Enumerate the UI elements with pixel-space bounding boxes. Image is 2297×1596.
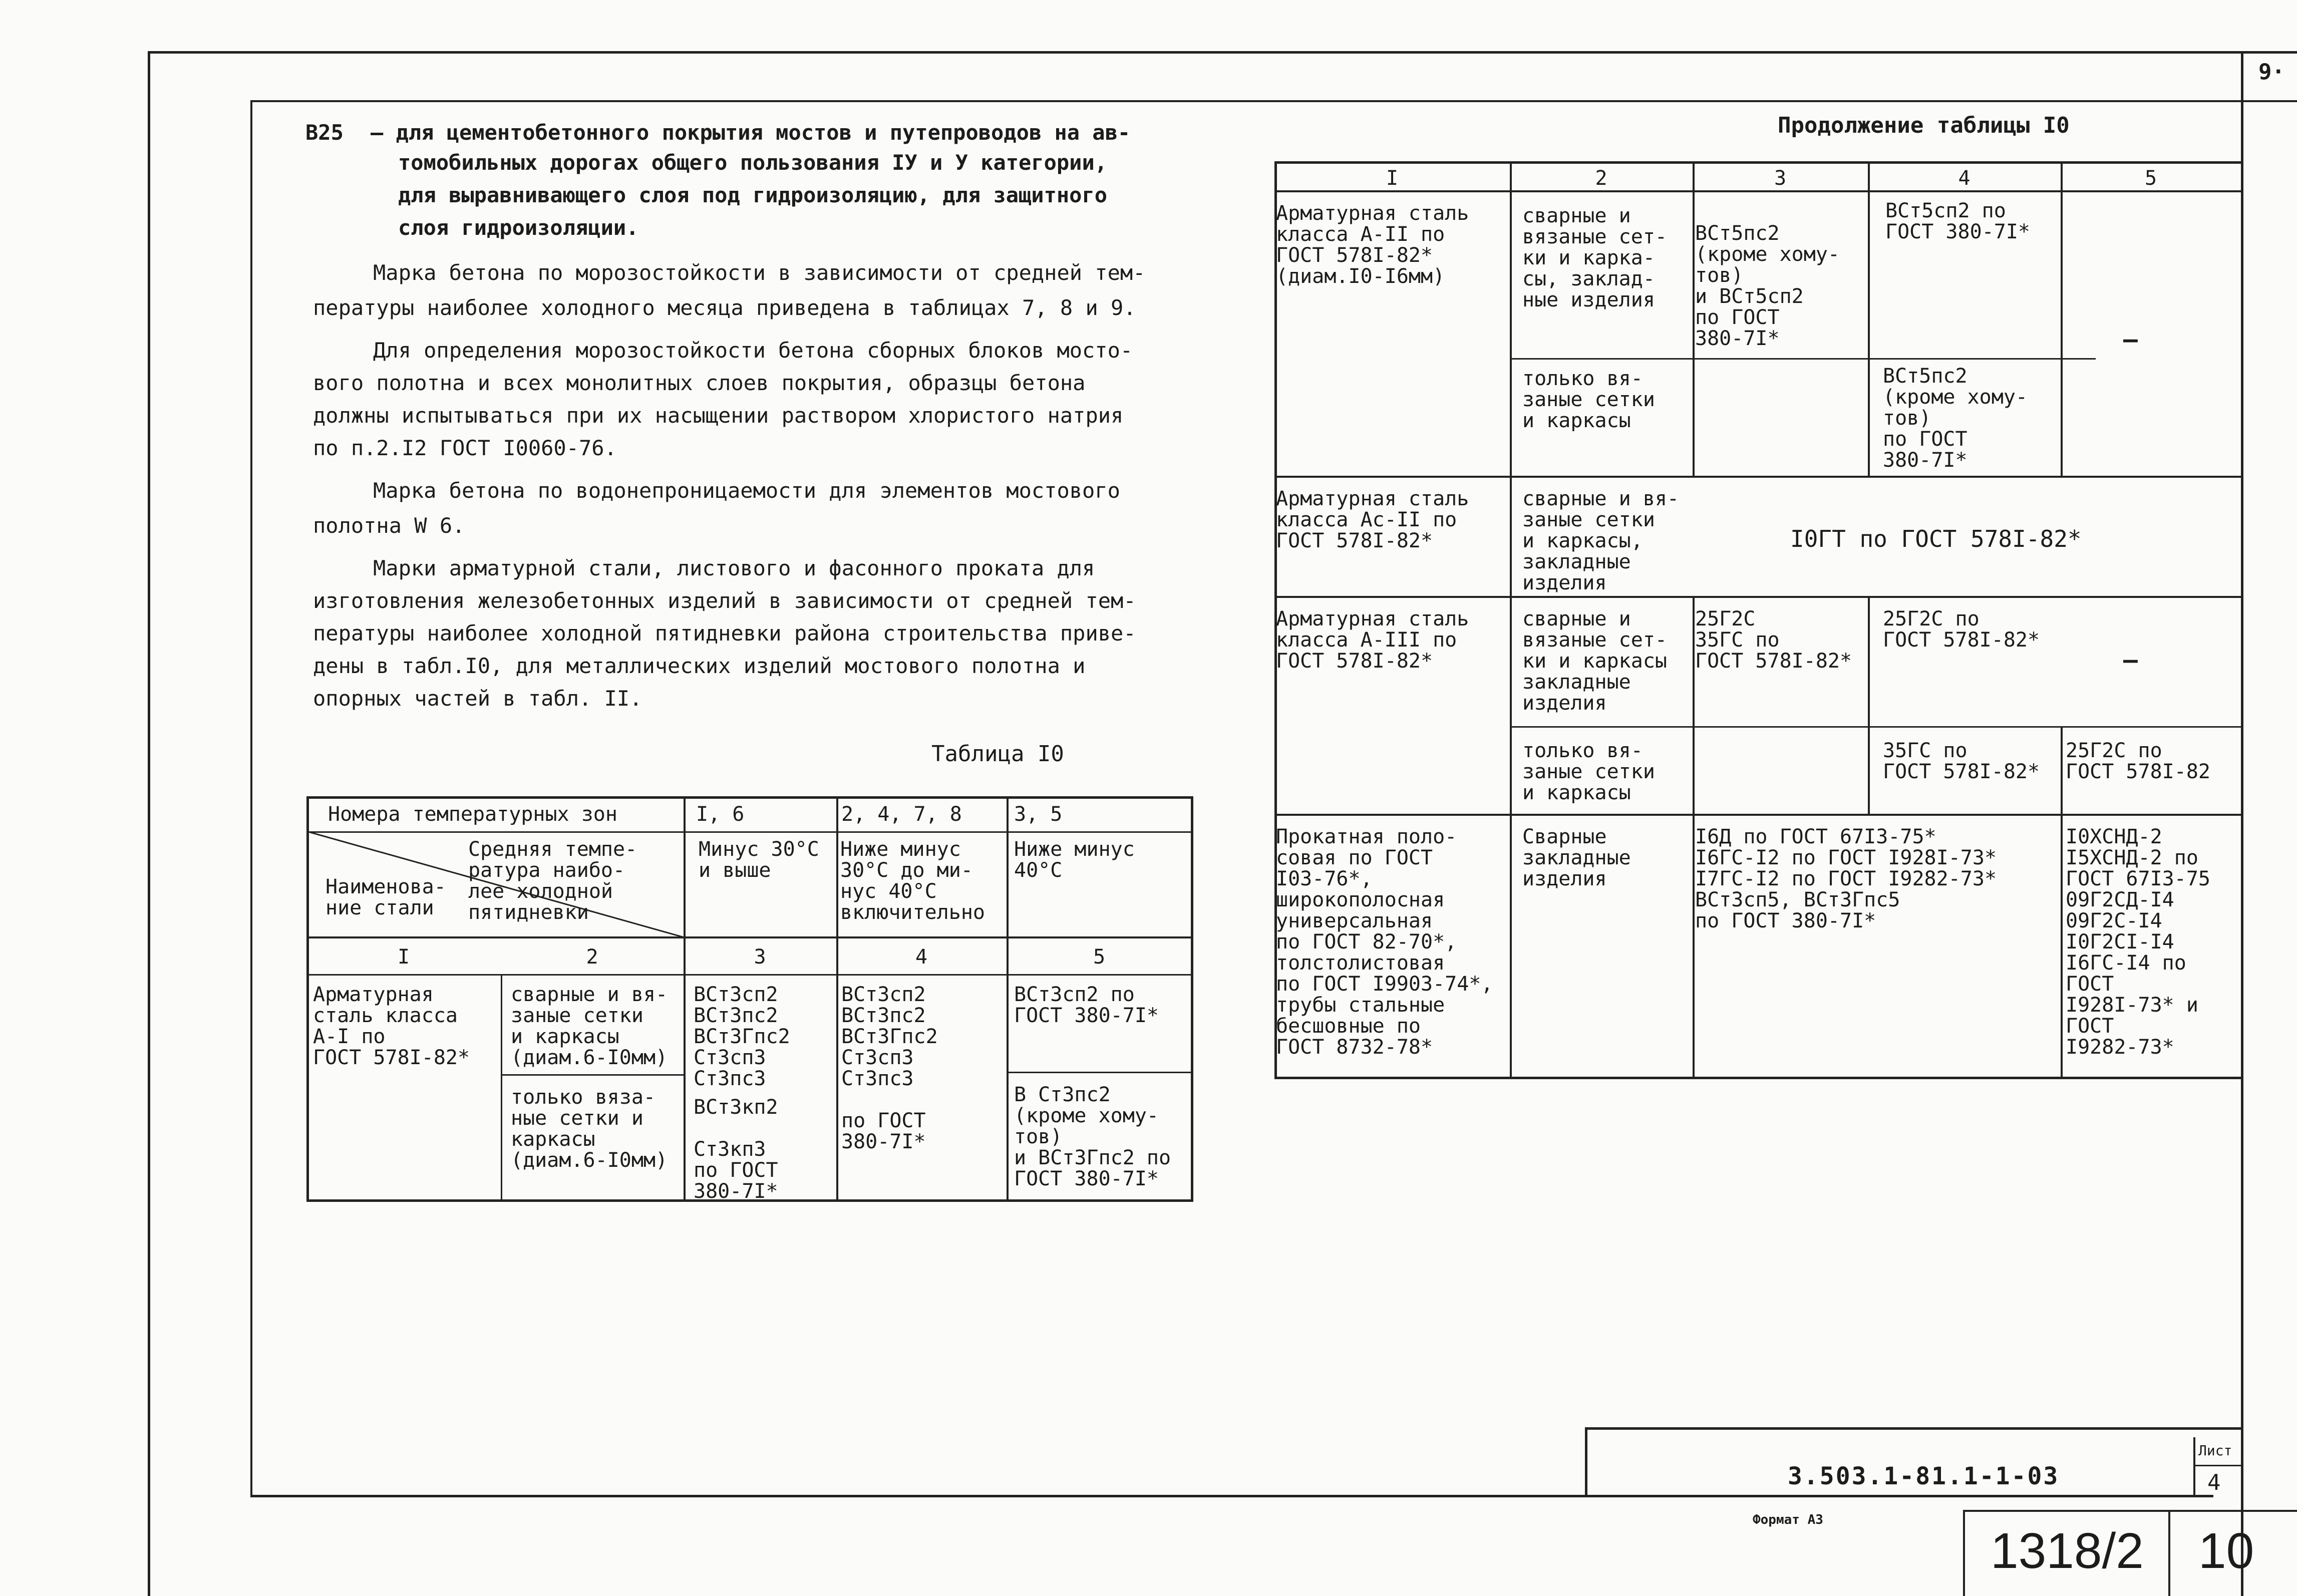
- t10-diag-top: Средняя темпе- ратура наибо- лее холодной пятидневки: [468, 839, 637, 923]
- tc-h3: [1274, 476, 2241, 478]
- tc-r2-use: сварные и вя- заные сетки и каркасы, закладные изделия: [1522, 488, 1680, 593]
- tc-h0: [1274, 161, 2241, 164]
- archive-box-top: [1963, 1510, 2297, 1512]
- tb-sheet-label: Лист: [2198, 1442, 2232, 1459]
- tb-sheet-hline: [2193, 1465, 2241, 1466]
- para-4-l1: Марки арматурной стали, листового и фасонного проката для: [373, 556, 1095, 580]
- tb-sheet-divider: [2193, 1437, 2195, 1497]
- tb-doc-code: 3.503.1-81.1-1-03: [1788, 1462, 2060, 1490]
- tc-r1-col3: ВСт5пс2 (кроме хому- тов) и ВСт5сп2 по ГОСТ 380-7I*: [1695, 223, 1840, 349]
- t10-col-3: 3: [754, 945, 766, 969]
- tc-r3-col4-b: 35ГС по ГОСТ 578I-82*: [1883, 740, 2040, 782]
- tc-v2b: [1693, 596, 1695, 1079]
- b25-line-3: для выравнивающего слоя под гидроизоляцию, для защитного: [398, 183, 1108, 207]
- page-corner-mark: 9·: [2258, 59, 2285, 85]
- t10-v4: [1007, 796, 1009, 1202]
- tc-h7: [1274, 1077, 2241, 1079]
- t10-h0: [306, 796, 1193, 799]
- tc-h2: [1510, 358, 2096, 360]
- tc-r2-merged: I0ГТ по ГОСТ 578I-82*: [1790, 528, 2082, 549]
- para-4-l4: дены в табл.I0, для металлических изделий мостового полотна и: [313, 654, 1086, 678]
- t10-v1: [501, 974, 502, 1202]
- tc-col-1: I: [1386, 167, 1399, 190]
- t10-temp-1: Минус 30°С и выше: [699, 839, 819, 881]
- tc-r3-name: Арматурная сталь класса А-III по ГОСТ 578I-82*: [1276, 608, 1469, 672]
- tc-r4-use: Сварные закладные изделия: [1522, 826, 1631, 889]
- tb-archive-number: 1318/2: [1991, 1523, 2144, 1579]
- para-4-l3: пературы наиболее холодной пятидневки района строительства приве-: [313, 621, 1136, 646]
- frame-top-line: [148, 51, 2297, 54]
- inner-frame-left: [250, 100, 252, 1497]
- inner-frame-bottom: [250, 1495, 2213, 1497]
- tb-page-number: 10: [2198, 1523, 2254, 1579]
- t10-zone-header: Номера температурных зон: [328, 804, 617, 825]
- tc-v1: [1510, 161, 1512, 1079]
- tc-v3a: [1868, 161, 1870, 476]
- tb-format-label: Формат А3: [1753, 1512, 1823, 1527]
- t10-col-5: 5: [1093, 945, 1106, 969]
- t10-col3-b: ВСт3кп2 Ст3кп3 по ГОСТ 380-7I*: [694, 1097, 778, 1202]
- t10-h4: [501, 1074, 684, 1076]
- para-1-l1: Марка бетона по морозостойкости в зависимости от средней тем-: [373, 260, 1146, 285]
- tc-r1-col5-dash: –: [2123, 326, 2138, 354]
- para-4-l5: опорных частей в табл. II.: [313, 686, 642, 711]
- tb-left-line: [1585, 1427, 1587, 1497]
- tc-col-2: 2: [1595, 167, 1607, 190]
- para-3-l2: полотна W 6.: [313, 513, 465, 538]
- t10-h3: [306, 974, 1193, 976]
- para-3-l1: Марка бетона по водонепроницаемости для элементов мостового: [373, 478, 1120, 503]
- t10-zone-1: I, 6: [696, 804, 745, 825]
- tc-r1-col4-b: ВСт5пс2 (кроме хому- тов) по ГОСТ 380-7I*: [1883, 366, 2028, 471]
- tc-v4a: [2061, 161, 2063, 476]
- tc-r3-use-b: только вя- заные сетки и каркасы: [1522, 740, 1655, 803]
- t10-v5: [1191, 796, 1193, 1202]
- t10-temp-3: Ниже минус 40°С: [1014, 839, 1135, 881]
- t10-v3: [836, 796, 838, 1202]
- tc-r3-col5-b: 25Г2С по ГОСТ 578I-82: [2066, 740, 2210, 782]
- t10-diag-bottom: Наименова- ние стали: [325, 876, 446, 918]
- table10-title: Таблица I0: [931, 741, 1064, 767]
- t10-col-4: 4: [915, 945, 928, 969]
- tc-v4c: [2061, 814, 2063, 1079]
- tc-r3-col3: 25Г2С 35ГС по ГОСТ 578I-82*: [1695, 608, 1852, 672]
- tc-r1-name: Арматурная сталь класса А-II по ГОСТ 578I-82* (диам.I0-I6мм): [1276, 203, 1469, 287]
- tc-r1-use-a: сварные и вязаные сет- ки и карка- сы, заклад- ные изделия: [1522, 205, 1667, 310]
- b25-line-2: томобильных дорогах общего пользования IУ и У категории,: [398, 150, 1108, 175]
- tc-r3-use-a: сварные и вязаные сет- ки и каркасы закладные изделия: [1522, 608, 1667, 714]
- t10-col4: ВСт3сп2 ВСт3пс2 ВСт3Гпс2 Ст3сп3 Ст3пс3 по ГОСТ 380-7I*: [841, 984, 938, 1152]
- tc-v4b: [2061, 726, 2063, 814]
- tc-h6: [1274, 814, 2241, 816]
- t10-zone-3: 3, 5: [1014, 804, 1063, 825]
- b25-line-1: – для цементобетонного покрытия мостов и путепроводов на ав-: [371, 120, 1131, 145]
- tc-r2-name: Арматурная сталь класса Ас-II по ГОСТ 578I-82*: [1276, 488, 1469, 551]
- frame-left-line: [148, 51, 150, 1596]
- t10-zone-2: 2, 4, 7, 8: [841, 804, 962, 825]
- para-4-l2: изготовления железобетонных изделий в зависимости от средней тем-: [313, 588, 1136, 613]
- t10-temp-2: Ниже минус 30°С до ми- нус 40°С включительно: [840, 839, 985, 923]
- t10-row-a-use: сварные и вя- заные сетки и каркасы (диам.6-I0мм): [511, 984, 668, 1068]
- tc-r1-col4-a: ВСт5сп2 по ГОСТ 380-7I*: [1885, 200, 2030, 242]
- tc-h4: [1274, 596, 2241, 598]
- tc-v3b: [1868, 596, 1870, 814]
- tc-r1-use-b: только вя- заные сетки и каркасы: [1522, 368, 1655, 431]
- t10-col5-a: ВСт3сп2 по ГОСТ 380-7I*: [1014, 984, 1159, 1026]
- para-1-l2: пературы наиболее холодного месяца приведена в таблицах 7, 8 и 9.: [313, 295, 1136, 320]
- tc-r3-col5-dash: –: [2123, 646, 2138, 674]
- tc-r3-col4-a: 25Г2С по ГОСТ 578I-82*: [1883, 608, 2040, 651]
- tc-r4-col5: I0ХСНД-2 I5ХСНД-2 по ГОСТ 67I3-75 09Г2СД-I4 09Г2С-I4 I0Г2СI-I4 I6ГС-I4 по ГОСТ I928I-73* и ГОСТ I9282-73*: [2066, 826, 2210, 1058]
- b25-label: В25: [305, 120, 344, 145]
- tc-v2a: [1693, 161, 1695, 476]
- t10-col3-a: ВСт3сп2 ВСт3пс2 ВСт3Гпс2 Ст3сп3 Ст3пс3: [694, 984, 790, 1089]
- para-2-l3: должны испытываться при их насыщении раствором хлористого натрия: [313, 403, 1124, 428]
- tc-col-4: 4: [1958, 167, 1971, 190]
- t10-row-b-use: только вяза- ные сетки и каркасы (диам.6-I0мм): [511, 1087, 668, 1171]
- t10-row-name: Арматурная сталь класса А-I по ГОСТ 578I-82*: [313, 984, 470, 1068]
- inner-frame-right: [2241, 51, 2243, 1596]
- para-2-l1: Для определения морозостойкости бетона сборных блоков мосто-: [373, 338, 1133, 363]
- t10-col5-b: В Ст3пс2 (кроме хому- тов) и ВСт3Гпс2 по ГОСТ 380-7I*: [1014, 1084, 1171, 1189]
- tb-sheet-number: 4: [2207, 1470, 2221, 1495]
- t10-col-2: 2: [586, 945, 598, 969]
- tc-r4-name: Прокатная поло- совая по ГОСТ I03-76*, широкополосная универсальная по ГОСТ 82-70*, толстолистовая по ГОСТ I9903-74*, трубы стальные бесшовные по ГОСТ 8732-78*: [1276, 826, 1493, 1058]
- archive-box-mid: [2168, 1510, 2170, 1596]
- archive-box-left: [1963, 1510, 1965, 1596]
- tc-r4-col34: I6Д по ГОСТ 67I3-75* I6ГС-I2 по ГОСТ I928I-73* I7ГС-I2 по ГОСТ I9282-73* ВСт3сп5, ВСт3Гпс5 по ГОСТ 380-7I*: [1695, 826, 1997, 931]
- b25-line-4: слоя гидроизоляции.: [398, 215, 639, 240]
- para-2-l4: по п.2.I2 ГОСТ I0060-76.: [313, 436, 617, 460]
- corner-box-line: [2241, 100, 2297, 102]
- t10-h5: [1007, 1072, 1193, 1073]
- tc-h5: [1510, 726, 2241, 728]
- para-2-l2: вого полотна и всех монолитных слоев покрытия, образцы бетона: [313, 371, 1086, 395]
- t10-col-1: I: [397, 945, 410, 969]
- tc-col-5: 5: [2144, 167, 2157, 190]
- tc-h1: [1274, 190, 2241, 192]
- tb-top-line: [1585, 1427, 2241, 1430]
- tc-col-3: 3: [1774, 167, 1787, 190]
- table10-cont-title: Продолжение таблицы I0: [1778, 113, 2070, 138]
- inner-frame-top: [250, 100, 2297, 102]
